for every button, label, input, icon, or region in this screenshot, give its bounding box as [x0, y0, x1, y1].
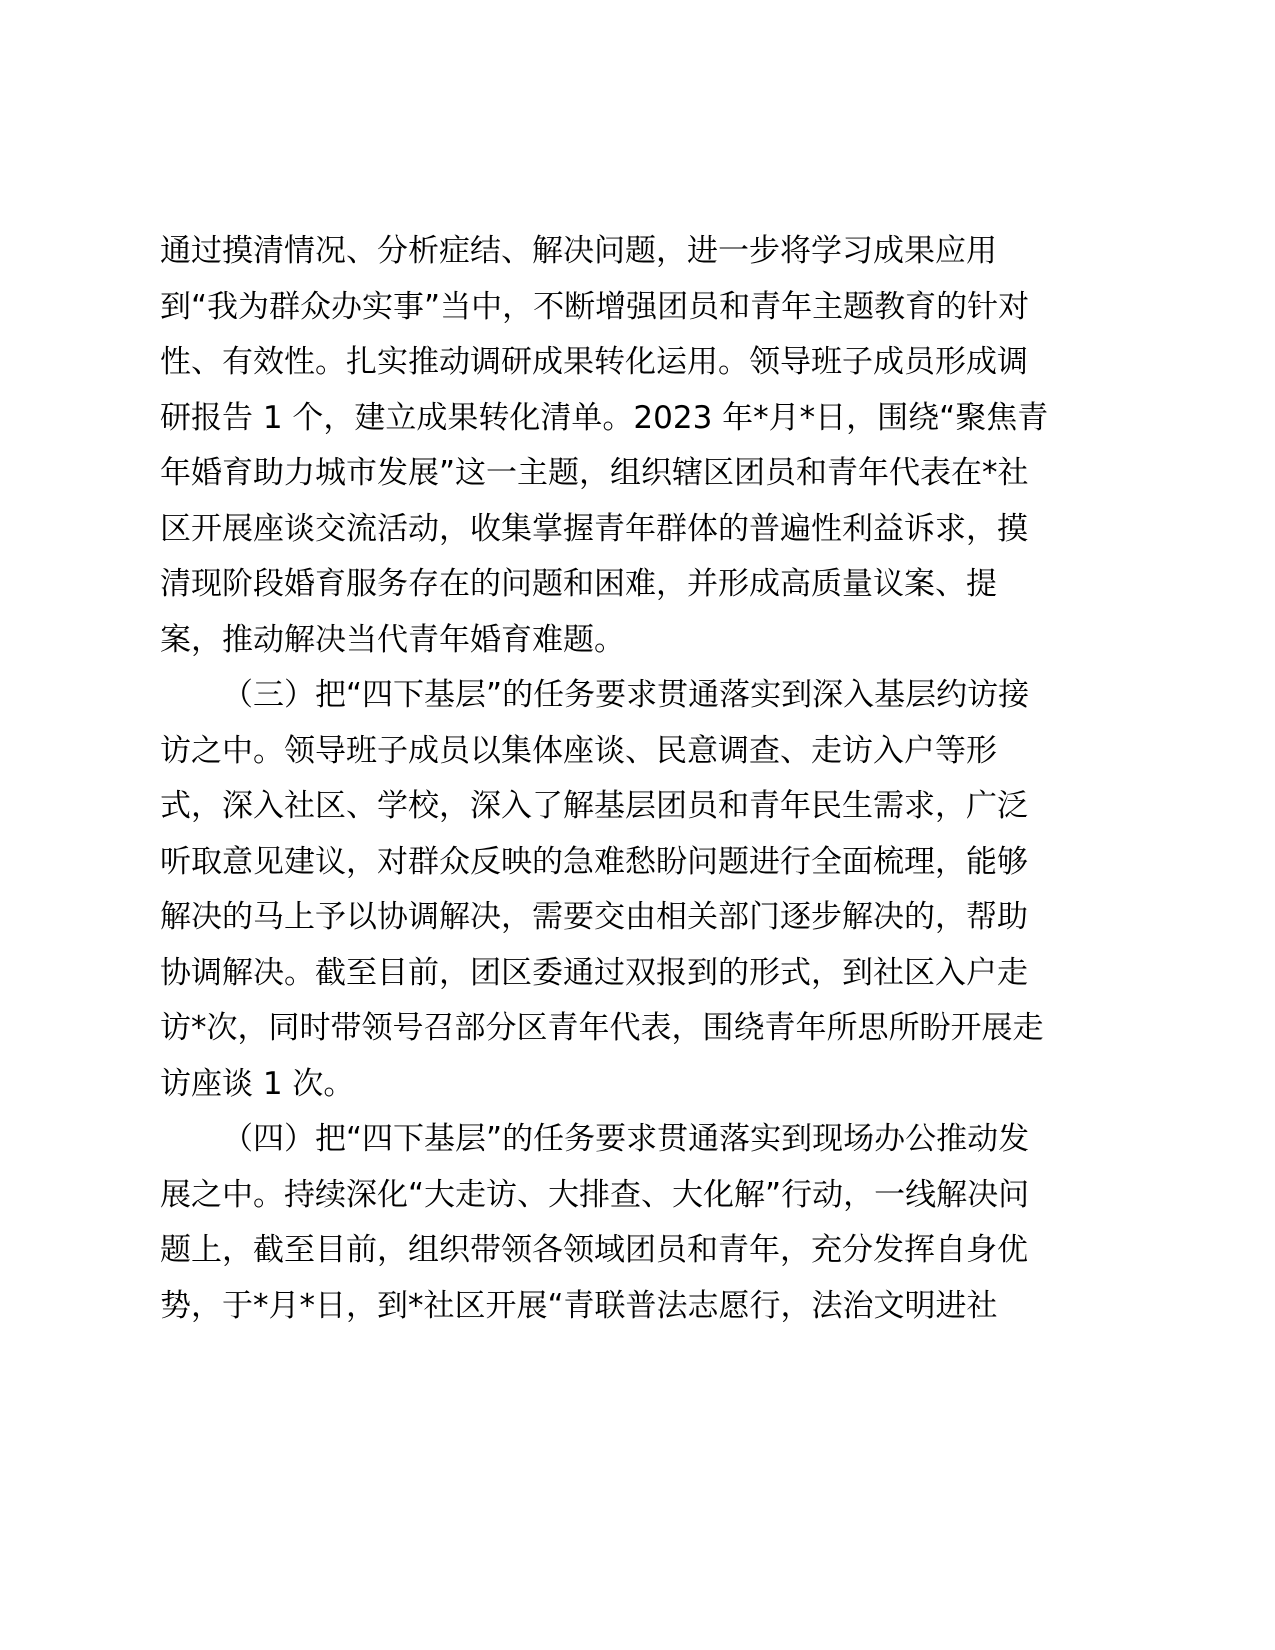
text-line: 性、有效性。扎实推动调研成果转化运用。领导班子成员形成调	[160, 344, 1028, 380]
text-line: 通过摸清情况、分析症结、解决问题，进一步将学习成果应用	[160, 233, 997, 269]
text-line: 到“我为群众办实事”当中，不断增强团员和青年主题教育的针对	[160, 288, 1030, 325]
text-line: 协调解决。截至目前，团区委通过双报到的形式，到社区入户走	[160, 954, 1028, 991]
text-line: 访*次，同时带领号召部分区青年代表，围绕青年所思所盼开展走	[160, 1010, 1044, 1046]
text-line: 式，深入社区、学校，深入了解基层团员和青年民生需求，广泛	[160, 788, 1028, 824]
text-line: 访座谈 1 次。	[160, 1065, 355, 1102]
text-line: 清现阶段婚育服务存在的问题和困难，并形成高质量议案、提	[160, 566, 997, 602]
text-line: 案，推动解决当代青年婚育难题。	[160, 621, 625, 658]
text-line: 访之中。领导班子成员以集体座谈、民意调查、走访入户等形	[160, 732, 997, 769]
text-line: 区开展座谈交流活动，收集掌握青年群体的普遍性利益诉求，摸	[160, 510, 1028, 547]
text-line: 势，于*月*日，到*社区开展“青联普法志愿行，法治文明进社	[160, 1287, 998, 1324]
section-heading-line: （三）把“四下基层”的任务要求贯通落实到深入基层约访接	[222, 677, 1030, 713]
text-line: 听取意见建议，对群众反映的急难愁盼问题进行全面梳理，能够	[160, 843, 1028, 880]
text-line: 展之中。持续深化“大走访、大排查、大化解”行动，一线解决问	[160, 1176, 1030, 1213]
text-line: 题上，截至目前，组织带领各领域团员和青年，充分发挥自身优	[160, 1232, 1028, 1268]
text-line: 年婚育助力城市发展”这一主题，组织辖区团员和青年代表在*社	[160, 455, 1029, 491]
section-heading-line: （四）把“四下基层”的任务要求贯通落实到现场办公推动发	[222, 1121, 1030, 1157]
document-body	[160, 224, 1080, 1334]
text-line: 研报告 1 个，建立成果转化清单。2023 年*月*日，围绕“聚焦青	[160, 399, 1049, 436]
text-line: 解决的马上予以协调解决，需要交由相关部门逐步解决的，帮助	[160, 899, 1028, 935]
